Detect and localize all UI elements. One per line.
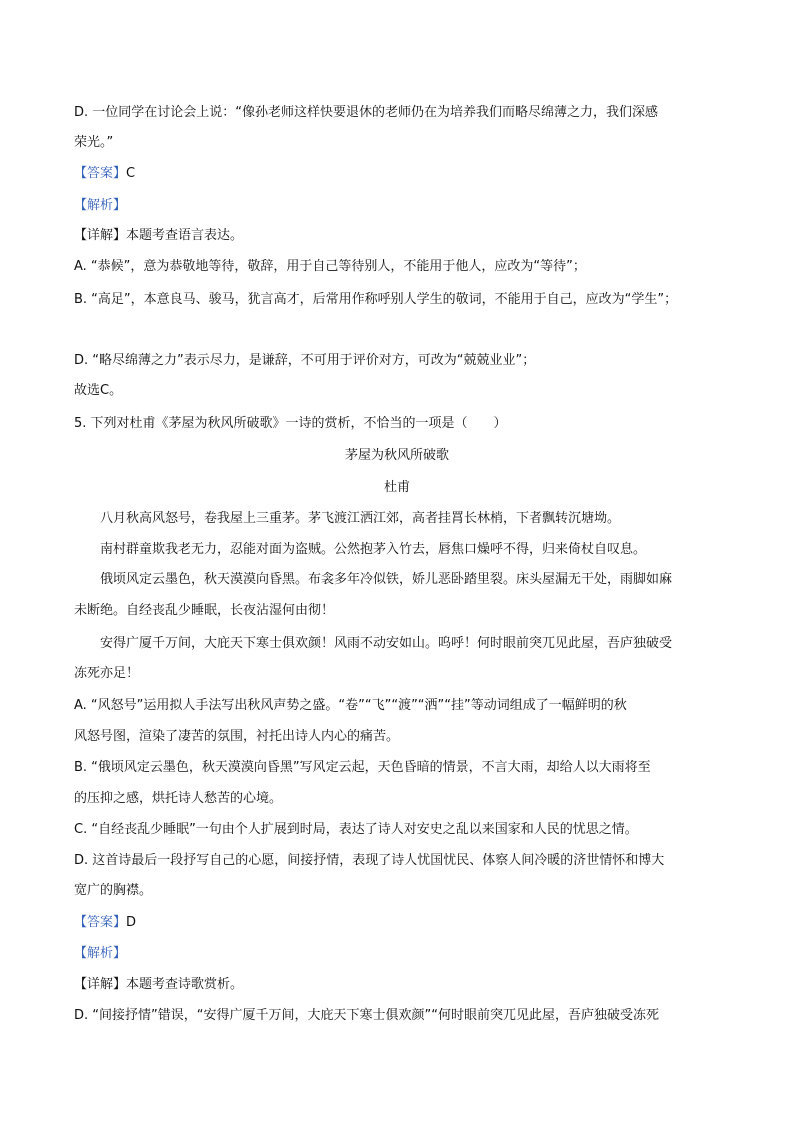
detail-1: 【详解】本题考查语言表达。 [74,228,244,243]
option-d-line-1: D. 一位同学在讨论会上说：“像孙老师这样快要退休的老师仍在为培养我们而略尽绵薄之力，我们深感 [74,105,659,120]
explain-a: A. “恭候”，意为恭敬地等待，敬辞，用于自己等待别人，不能用于他人，应改为“等待”； [74,259,586,274]
answer-value: D [126,915,137,930]
option-d-line-2: 荣光。” [74,135,114,150]
poem-stanza-1: 八月秋高风怒号，卷我屋上三重茅。茅飞渡江洒江郊，高者挂罥长林梢，下者飘转沉塘坳。 [100,511,621,526]
option-a-line-1: A. “风怒号”运用拟人手法写出秋风声势之盛。“卷”“飞”“渡”“洒”“挂”等动词组成了一幅鲜明的秋 [74,698,627,713]
detail-2: 【详解】本题考查诗歌赏析。 [74,977,244,992]
poem-stanza-3-line-2: 未断绝。自经丧乱少睡眠，长夜沾湿何由彻！ [74,603,335,618]
answer-2 [74,913,734,933]
answer-tag: 【答案】 [74,166,127,181]
choose-c: 故选C。 [74,383,123,398]
option-b-line-2: 的压抑之感，烘托诗人愁苦的心境。 [74,791,283,806]
analysis-tag-2: 【解析】 [74,946,127,961]
option-d2-line-1: D. 这首诗最后一段抒写自己的心愿，间接抒情，表现了诗人忧国忧民、体察人间冷暖的济世情怀和博大 [74,853,665,868]
explain-d-2: D. “间接抒情”错误，“安得广厦千万间，大庇天下寒士俱欢颜”“何时眼前突兀见此屋，吾庐独破受冻死 [74,1008,659,1023]
poem-stanza-4-line-1: 安得广厦千万间，大庇天下寒士俱欢颜！风雨不动安如山。呜呼！何时眼前突兀见此屋，吾庐独破受 [100,636,673,651]
answer-1 [74,164,734,184]
poem-author: 杜甫 [383,480,410,495]
poem-title: 茅屋为秋风所破歌 [344,448,449,463]
poem-stanza-4-line-2: 冻死亦足！ [74,666,140,681]
option-c-line-1: C. “自经丧乱少睡眠”一句由个人扩展到时局，表达了诗人对安史之乱以来国家和人民的忧思之情。 [74,822,638,837]
option-a-line-2: 风怒号图，渲染了凄苦的氛围，衬托出诗人内心的痛苦。 [74,729,400,744]
option-b-line-1: B. “俄顷风定云墨色，秋天漠漠向昏黑”写风定云起，天色昏暗的情景，不言大雨，却给人以大雨将至 [74,760,651,775]
poem-stanza-2: 南村群童欺我老无力，忍能对面为盗贼。公然抱茅入竹去，唇焦口燥呼不得，归来倚杖自叹息。 [100,542,647,557]
answer-value: C [126,166,136,181]
poem-stanza-3-line-1: 俄顷风定云墨色，秋天漠漠向昏黑。布衾多年冷似铁，娇儿恶卧踏里裂。床头屋漏无干处，雨脚如麻 [100,572,673,587]
answer-tag: 【答案】 [74,915,127,930]
analysis-tag-1: 【解析】 [74,198,127,213]
option-d2-line-2: 宽广的胸襟。 [74,883,153,898]
explain-b: B. “高足”，本意良马、骏马，犹言高才，后常用作称呼别人学生的敬词，不能用于自己，应改为“学生”； [74,292,678,307]
explain-d: D. “略尽绵薄之力”表示尽力，是谦辞，不可用于评价对方，可改为“兢兢业业”； [74,353,536,368]
question-5: 5. 下列对杜甫《茅屋为秋风所破歌》一诗的赏析，不恰当的一项是（ ） [74,416,507,431]
